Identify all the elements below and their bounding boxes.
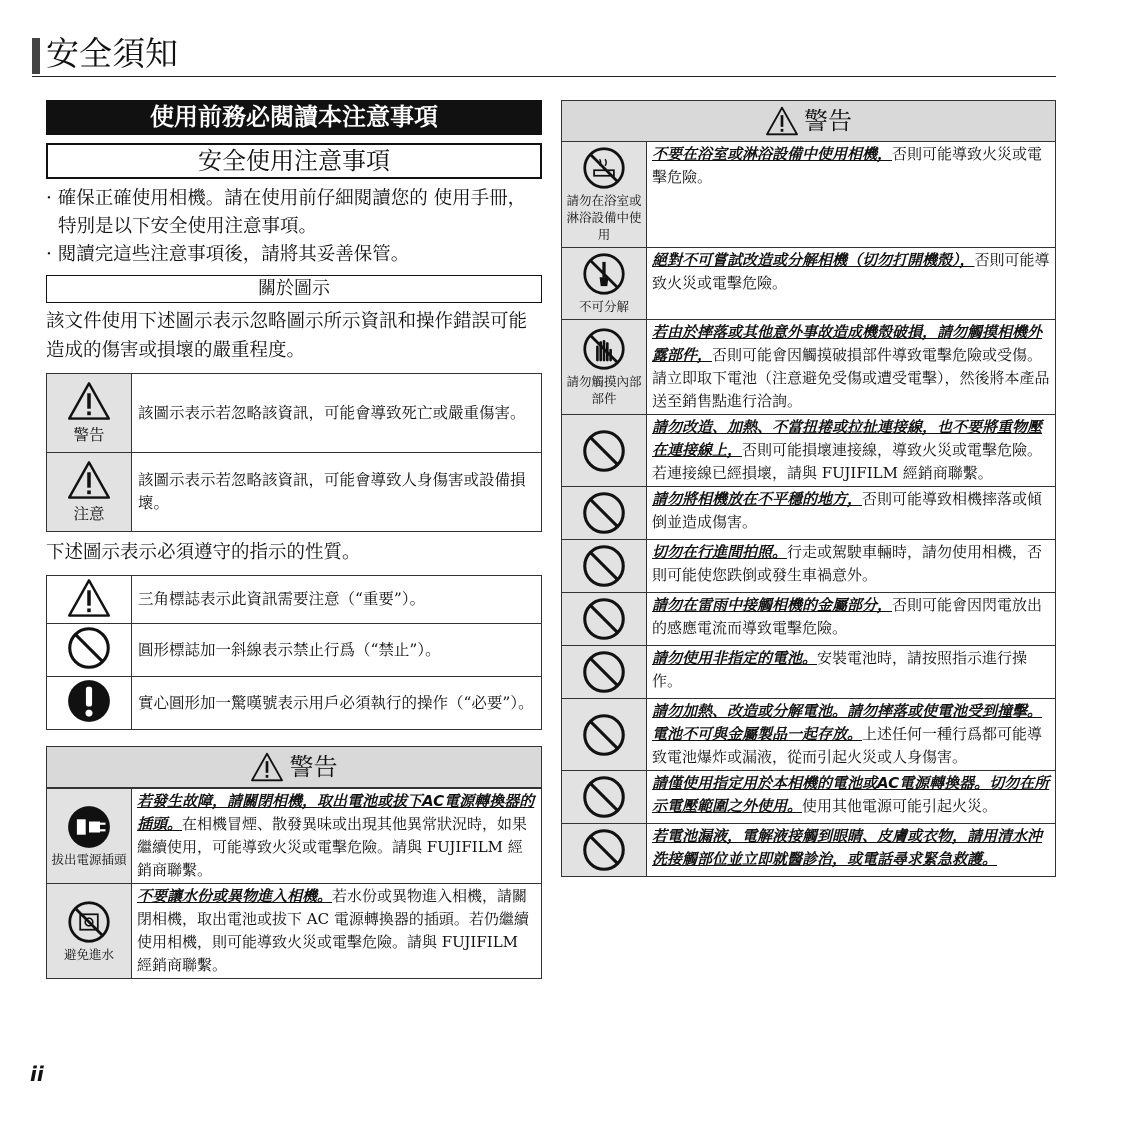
warning-triangle-icon [765,106,799,136]
warning-heading: 警告 [289,753,338,781]
warning-row [562,414,1055,486]
page-title: 安全須知 [46,34,178,73]
warning-row [47,883,541,978]
severity-row [47,374,542,453]
intro-bullets [46,185,542,269]
prohibited-icon [582,775,626,819]
warning-row [562,823,1055,876]
no-disassemble-icon [582,252,626,296]
prohibited-icon [582,650,626,694]
warning-row [562,645,1055,698]
instruction-intro: 下述圖示表示必須遵守的指示的性質。 [46,542,361,563]
warning-text: 否則可能會因觸摸破損部件導致電擊危險或受傷。請立即取下電池（注意避免受傷或遭受電擊），然後將本產品送至銷售點進行洽詢。 [652,346,1050,410]
instruction-text: 圓形標誌加一斜線表示禁止行爲（“禁止”）。 [132,624,542,677]
no-bathroom-icon [582,146,626,190]
instruction-row [47,576,542,624]
warning-triangle-icon [250,752,284,782]
prohibited-icon [582,429,626,473]
read-before-use-heading: 使用前務必閱讀本注意事項 [46,100,542,135]
right-column [561,100,1056,877]
warning-text: 若水份或異物進入相機，請關閉相機，取出電池或拔下 AC 電源轉換器的插頭。若仍繼續使用相機，則可能導致火災或電擊危險。請與 FUJIFILM 經銷商聯繫。 [137,887,529,974]
warning-emphasis: 請勿加熱、改造或分解電池。請勿摔落或使電池受到撞擊。電池不可與金屬製品一起存放。 [652,702,1043,743]
about-icons-text: 該文件使用下述圖示表示忽略圖示所示資訊和操作錯誤可能造成的傷害或損壞的嚴重程度。 [46,311,528,361]
prohibited-icon [582,491,626,535]
instruction-table [46,575,542,730]
instruction-text: 三角標誌表示此資訊需要注意（“重要”）。 [132,576,542,624]
prohibited-circle-icon [67,626,111,670]
triangle-exclamation-icon [67,578,111,618]
warning-text: 使用其他電源可能引起火災。 [802,797,998,815]
warning-row [562,539,1055,592]
icon-caption: 請勿觸摸內部部件 [566,374,642,406]
warning-text: 安裝電池時，請按照指示進行操作。 [652,649,1028,690]
left-column [46,100,542,979]
warning-heading: 警告 [804,107,853,135]
warning-triangle-icon [67,381,111,421]
instruction-row [47,624,542,677]
severity-label: 注意 [73,505,105,523]
left-warning-box [46,746,542,979]
no-water-icon [67,900,111,944]
page-header [32,34,1056,77]
instruction-row [47,677,542,730]
warning-text: 否則可能損壞連接線，導致火災或電擊危險。若連接線已經損壞，請與 FUJIFILM 經銷商聯繫。 [652,441,1043,482]
right-warning-box [561,100,1056,877]
instruction-text: 實心圓形加一驚嘆號表示用戶必須執行的操作（“必要”）。 [132,677,542,730]
prohibited-icon [582,597,626,641]
warning-row [562,698,1055,770]
warning-text: 否則可能導致火災或電擊危險。 [652,145,1043,186]
severity-row [47,453,542,532]
severity-label: 警告 [73,426,105,444]
warning-text: 否則可能導致相機摔落或傾倒並造成傷害。 [652,490,1043,531]
bullet-item: · 閱讀完這些注意事項後，請將其妥善保管。 [46,244,410,265]
warning-emphasis: 請勿將相機放在不平穩的地方， [652,490,863,508]
warning-row [562,486,1055,539]
title-accent-bar [32,38,40,74]
warning-text: 否則可能會因閃電放出的感應電流而導致電擊危險。 [652,596,1043,637]
icon-caption: 避免進水 [63,946,114,962]
prohibited-icon [582,544,626,588]
warning-emphasis: 絕對不可嘗試改造或分解相機（切勿打開機殼）， [652,251,975,269]
warning-row [562,592,1055,645]
severity-table [46,373,542,532]
warning-emphasis: 切勿在行進間拍照。 [652,543,788,561]
severity-text: 該圖示表示若忽略該資訊，可能會導致人身傷害或設備損壞。 [132,453,542,532]
warning-triangle-icon [67,460,111,500]
icon-caption: 不可分解 [578,299,629,314]
safety-notes-heading: 安全使用注意事項 [46,143,542,179]
mandatory-exclamation-icon [67,679,111,723]
warning-row [562,770,1055,823]
page-number: ii [30,1062,44,1086]
unplug-icon [67,805,111,849]
bullet-item: · 確保正確使用相機。請在使用前仔細閱讀您的 使用手冊，特別是以下安全使用注意事項。 [46,188,527,237]
warning-text: 否則可能導致火災或電擊危險。 [652,251,1050,292]
warning-emphasis: 若電池漏液，電解液接觸到眼睛、皮膚或衣物，請用清水沖洗接觸部位並立即就醫診治，或電話尋求緊急救護。 [652,827,1043,868]
prohibited-icon [582,828,626,872]
warning-text: 上述任何一種行爲都可能導致電池爆炸或漏液，從而引起火災或人身傷害。 [652,725,1043,766]
warning-row [562,142,1055,247]
warning-emphasis: 請勿改造、加熱、不當扭捲或拉扯連接線，也不要將重物壓在連接線上， [652,418,1043,459]
no-touch-icon [582,327,626,371]
warning-emphasis: 請勿在雷雨中接觸相機的金屬部分， [652,596,893,614]
warning-emphasis: 不要讓水份或異物進入相機。 [137,887,333,905]
warning-row [562,247,1055,319]
icon-caption: 拔出電源插頭 [51,851,127,867]
warning-emphasis: 若由於摔落或其他意外事故造成機殼破損，請勿觸摸相機外露部件， [652,323,1043,364]
warning-emphasis: 若發生故障，請關閉相機，取出電池或拔下AC電源轉換器的插頭。 [137,792,535,833]
warning-row [562,319,1055,414]
warning-emphasis: 請勿使用非指定的電池。 [652,649,818,667]
icon-caption: 請勿在浴室或淋浴設備中使用 [566,193,642,242]
warning-emphasis: 請僅使用指定用於本相機的電池或AC電源轉換器。切勿在所示電壓範圍之外使用。 [652,774,1050,815]
severity-text: 該圖示表示若忽略該資訊，可能會導致死亡或嚴重傷害。 [132,374,542,453]
warning-row [47,788,541,883]
prohibited-icon [582,713,626,757]
about-icons-heading: 關於圖示 [46,275,542,303]
warning-text: 行走或駕駛車輛時，請勿使用相機，否則可能使您跌倒或發生車禍意外。 [652,543,1043,584]
warning-emphasis: 不要在浴室或淋浴設備中使用相機， [652,145,893,163]
warning-text: 在相機冒煙、散發異味或出現其他異常狀況時，如果繼續使用，可能導致火災或電擊危險。請與 FUJIFILM 經銷商聯繫。 [137,815,528,879]
